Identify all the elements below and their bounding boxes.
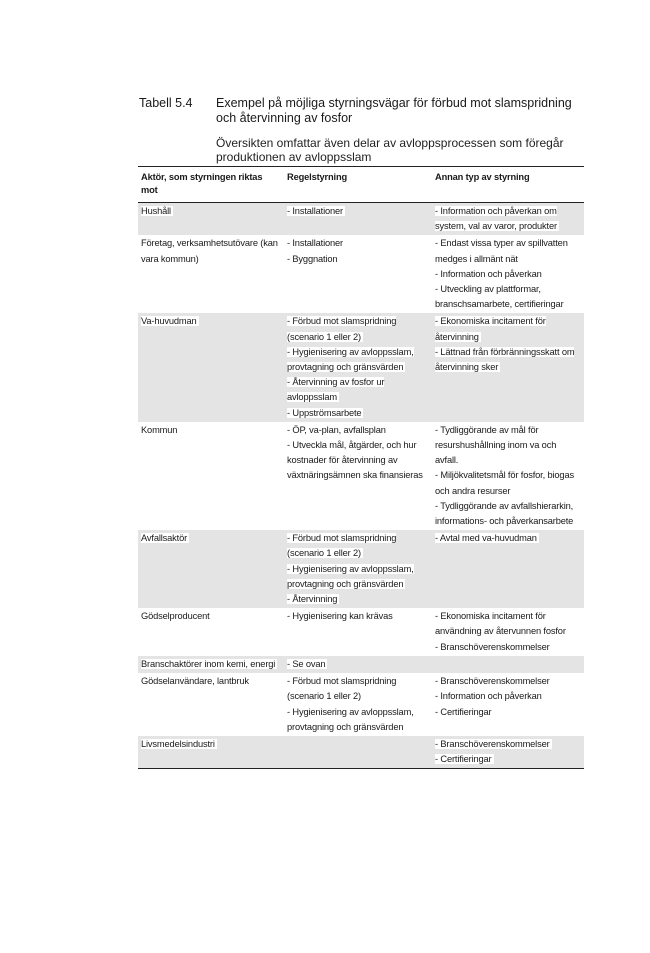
header-other: Annan typ av styrning xyxy=(432,167,584,203)
table-row xyxy=(138,235,584,313)
cell-text: - Byggnation xyxy=(287,253,338,264)
rules-cell xyxy=(284,530,432,608)
table-caption xyxy=(139,96,584,164)
rules-cell xyxy=(284,313,432,421)
cell-text: Kommun xyxy=(141,424,178,435)
cell-text: - Hygienisering kan krävas xyxy=(287,611,393,622)
cell-text: - Utveckla mål, åtgärder, och hur kostnader för återvinning av växtnäringsämnen ska finansieras xyxy=(287,440,423,481)
other-cell xyxy=(432,203,584,236)
cell-text: - Uppströmsarbete xyxy=(287,407,362,418)
cell-text: Livsmedelsindustri xyxy=(141,738,215,749)
cell-text: - Information och påverkan xyxy=(435,691,542,702)
other-cell xyxy=(432,530,584,608)
other-cell xyxy=(432,235,584,313)
table-row xyxy=(138,608,584,656)
cell-text: - Information och påverkan xyxy=(435,268,542,279)
other-cell xyxy=(432,422,584,530)
table-row xyxy=(138,203,584,236)
policy-table xyxy=(138,166,584,769)
rules-cell xyxy=(284,422,432,530)
rules-cell xyxy=(284,235,432,313)
cell-text: - Utveckling av plattformar, branschsamarbete, certifieringar xyxy=(435,284,564,310)
table-subtitle: Översikten omfattar även delar av avloppsprocessen som föregår produktionen av avloppsslam xyxy=(216,136,564,164)
other-cell xyxy=(432,673,584,736)
cell-text: Va-huvudman xyxy=(141,316,197,327)
header-row xyxy=(138,167,584,203)
other-cell xyxy=(432,656,584,673)
cell-text: - Förbud mot slamspridning (scenario 1 eller 2) xyxy=(287,316,397,342)
cell-text: - Certifieringar xyxy=(435,706,492,717)
table-row xyxy=(138,656,584,673)
cell-text: - Tydliggörande av mål för resurshushållning inom va och avfall. xyxy=(435,424,557,466)
actor-cell xyxy=(138,203,284,236)
cell-text: - Återvinning xyxy=(287,594,338,605)
cell-text: - Återvinning av fosfor ur avloppsslam xyxy=(287,377,385,403)
table-row xyxy=(138,530,584,608)
cell-text: Gödselanvändare, lantbruk xyxy=(141,676,249,687)
cell-text: - Förbud mot slamspridning (scenario 1 eller 2) xyxy=(287,533,397,559)
rules-cell xyxy=(284,673,432,736)
cell-text: - Installationer xyxy=(287,238,343,249)
cell-text: - Endast vissa typer av spillvatten medges i allmänt nät xyxy=(435,238,568,264)
cell-text: - Hygienisering av avloppsslam, provtagning och gränsvärden xyxy=(287,563,414,589)
actor-cell xyxy=(138,673,284,736)
cell-text: - Installationer xyxy=(287,206,343,216)
table-row xyxy=(138,313,584,421)
cell-text: - Certifieringar xyxy=(435,754,492,765)
cell-text: - Se ovan xyxy=(287,658,326,669)
other-cell xyxy=(432,608,584,656)
cell-text: Företag, verksamhetsutövare (kan vara kommun) xyxy=(141,238,278,264)
table-row xyxy=(138,673,584,736)
cell-text: Hushåll xyxy=(141,206,171,216)
other-cell xyxy=(432,736,584,769)
table-body xyxy=(138,203,584,769)
cell-text: - Information och påverkan om system, val av varor, produkter xyxy=(435,206,557,232)
actor-cell xyxy=(138,313,284,421)
rules-cell xyxy=(284,608,432,656)
cell-text: - Miljökvalitetsmål för fosfor, biogas och andra resurser xyxy=(435,470,574,496)
other-cell xyxy=(432,313,584,421)
header-rules: Regelstyrning xyxy=(284,167,432,203)
rules-cell xyxy=(284,656,432,673)
table-number: Tabell 5.4 xyxy=(139,96,193,110)
cell-text: - Tydliggörande av avfallshierarkin, informations- och påverkansarbete xyxy=(435,500,574,527)
cell-text: Gödselproducent xyxy=(141,611,210,622)
cell-text: - Hygienisering av avloppsslam, provtagning och gränsvärden xyxy=(287,706,414,732)
actor-cell xyxy=(138,608,284,656)
actor-cell xyxy=(138,656,284,673)
actor-cell xyxy=(138,736,284,769)
cell-text: - Hygienisering av avloppsslam, provtagning och gränsvärden xyxy=(287,346,414,373)
cell-text: - Lättnad från förbränningsskatt om återvinning sker xyxy=(435,346,575,373)
cell-text: - Ekonomiska incitament för återvinning xyxy=(435,316,546,342)
rules-cell xyxy=(284,203,432,236)
rules-cell xyxy=(284,736,432,769)
header-actor: Aktör, som styrningen riktas mot xyxy=(138,167,284,203)
cell-text: - Branschöverenskommelser xyxy=(435,641,550,652)
cell-text: - ÖP, va-plan, avfallsplan xyxy=(287,424,386,435)
cell-text: Branschaktörer inom kemi, energi xyxy=(141,658,276,669)
cell-text: - Branschöverenskommelser xyxy=(435,738,550,749)
cell-text: - Ekonomiska incitament för användning av återvunnen fosfor xyxy=(435,611,566,637)
table-title: Exempel på möjliga styrningsvägar för förbud mot slamspridning och återvinning av fosfor xyxy=(216,96,572,125)
actor-cell xyxy=(138,422,284,530)
cell-text: - Avtal med va-huvudman xyxy=(435,533,537,544)
cell-text: - Branschöverenskommelser xyxy=(435,676,550,687)
table-row xyxy=(138,736,584,769)
actor-cell xyxy=(138,530,284,608)
cell-text: - Förbud mot slamspridning (scenario 1 eller 2) xyxy=(287,676,397,702)
actor-cell xyxy=(138,235,284,313)
cell-text: Avfallsaktör xyxy=(141,533,188,544)
table-row xyxy=(138,422,584,530)
